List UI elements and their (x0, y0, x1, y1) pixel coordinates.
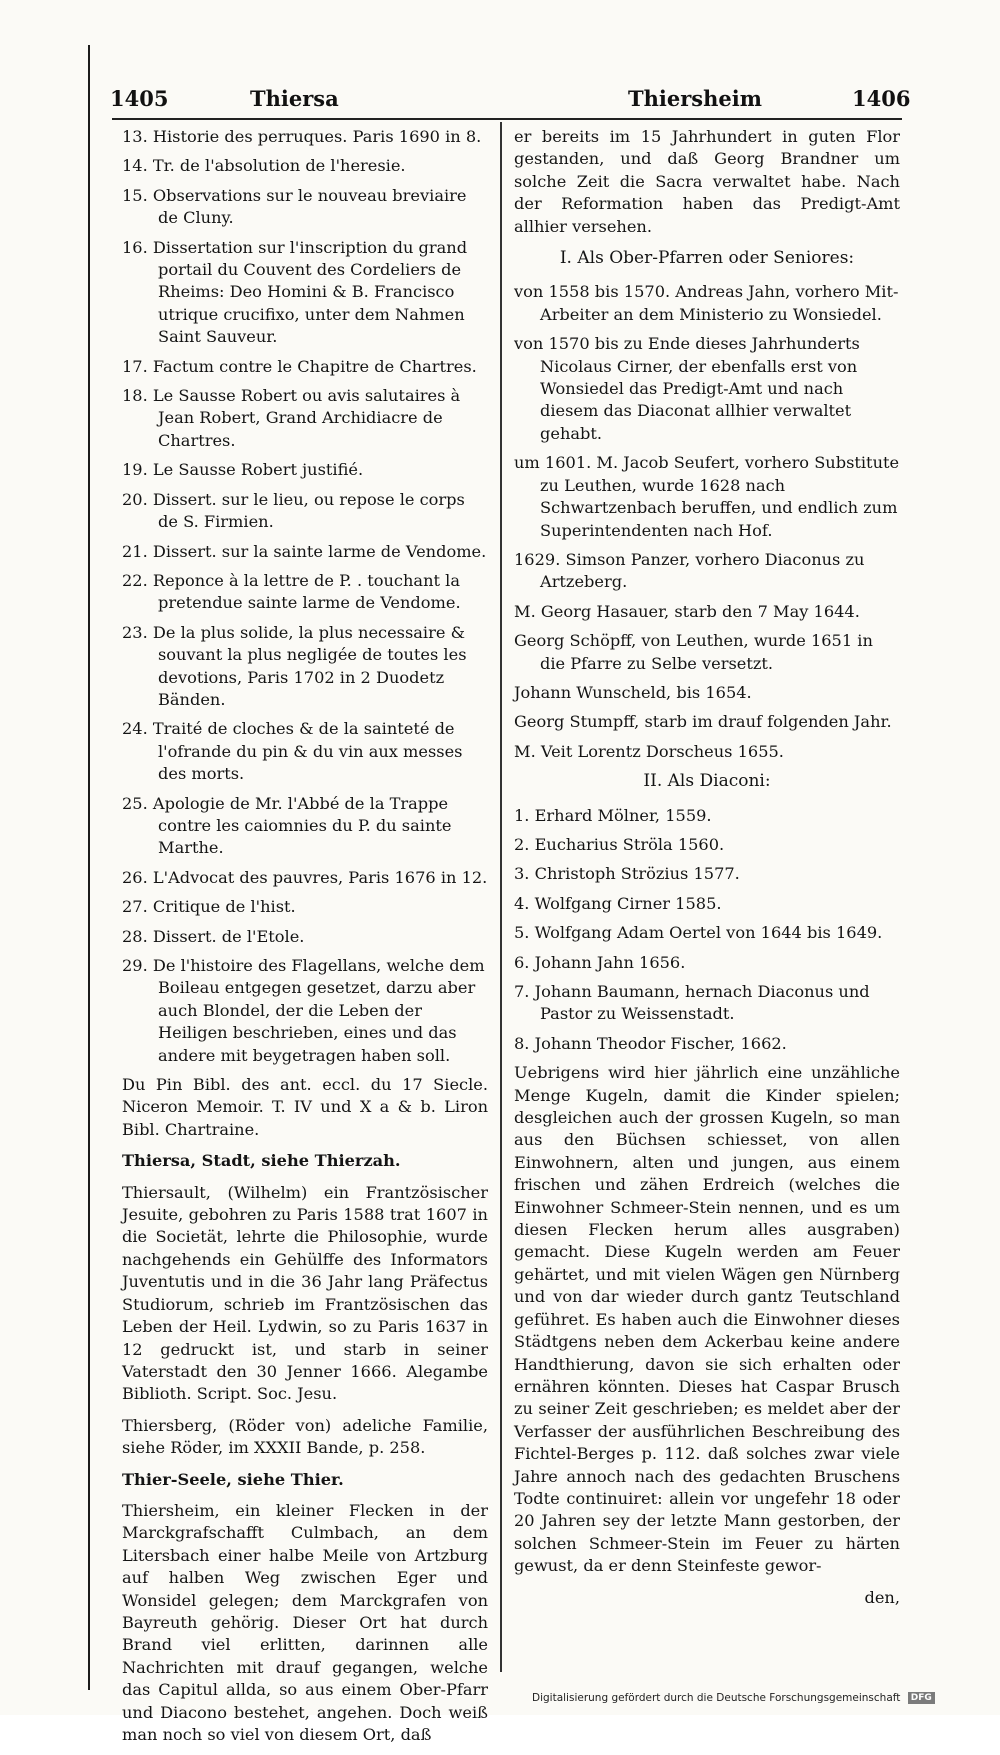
header-rule (112, 118, 902, 120)
numbered-item: 13. Historie des perruques. Paris 1690 in 8. (122, 127, 482, 146)
dfg-logo: DFG (908, 1692, 935, 1704)
numbered-item: 14. Tr. de l'absolution de l'heresie. (122, 156, 406, 176)
numbered-item: 26. L'Advocat des pauvres, Paris 1676 in 12. (122, 867, 488, 887)
right-intro-paragraph: er bereits im 15 Jahrhundert in guten Flor gestanden, und daß Georg Brandner um solche Zeit die Sacra verwaltet habe. Nach der Reformation haben das Predigt-Amt allhier versehen. (514, 127, 900, 236)
senior-entry: um 1601. M. Jacob Seufert, vorhero Substitute zu Leuthen, wurde 1628 nach Schwartzenbach beruffen, und endlich zum Superintendenten nach Hof. (514, 453, 900, 540)
numbered-item: 21. Dissert. sur la sainte larme de Vendome. (122, 541, 487, 561)
entry-thiersberg: Thiersberg, (Röder von) adeliche Familie, siehe Röder, im XXXII Bande, p. 258. (122, 1415, 488, 1458)
senior-entry: Georg Schöpff, von Leuthen, wurde 1651 in die Pfarre zu Selbe versetzt. (514, 631, 873, 673)
senior-entry: M. Georg Hasauer, starb den 7 May 1644. (514, 601, 860, 621)
diaconus-entry: 6. Johann Jahn 1656. (514, 952, 686, 972)
numbered-item: 19. Le Sausse Robert justifié. (122, 460, 364, 480)
numbered-item: 20. Dissert. sur le lieu, ou repose le corps de S. Firmien. (122, 489, 465, 532)
right-page-number: 1406 (852, 86, 911, 111)
entry-thiersheim: Thiersheim, ein kleiner Flecken in der Marckgrafschafft Culmbach, an dem Litersbach einer halbe Meile von Artzburg auf halben Weg zwischen Eger und Wonsidel gelegen; dem Marckgrafen von Bayreuth gehörig. Dieser Ort hat durch Brand viel erlitten, darinnen alle Nachrichten mit drauf gegangen, welche das Capitul allda, so aus einem Ober-Pfarr und Diacono bestehet, angehen. Doch weiß man noch so viel von diesem Ort, daß (122, 1500, 488, 1744)
diaconus-entry: 8. Johann Theodor Fischer, 1662. (514, 1033, 787, 1053)
diaconus-entry: 5. Wolfgang Adam Oertel von 1644 bis 1649. (514, 923, 883, 943)
senior-entry: von 1558 bis 1570. Andreas Jahn, vorhero Mit-Arbeiter an dem Ministerio zu Wonsiedel. (514, 282, 899, 324)
left-column (122, 126, 488, 1755)
numbered-item: 28. Dissert. de l'Etole. (122, 926, 305, 946)
diaconus-entry: 7. Johann Baumann, hernach Diaconus und Pastor zu Weissenstadt. (514, 982, 870, 1024)
senior-entry: M. Veit Lorentz Dorscheus 1655. (514, 741, 784, 761)
entry-thiersault: Thiersault, (Wilhelm) ein Frantzösischer Jesuite, gebohren zu Paris 1588 trat 1607 in die Societät, lehrte die Philosophie, wurde nachgehends ein Gehülffe des Informators Juventutis und in die 36 Jahr lang Präfectus Studiorum, schrieb im Frantzösischen das Leben der Heil. Lydwin, so zu Paris 1637 in 12 gedruckt ist, und starb in seiner Vaterstadt den 30 Jenner 1666. Alegambe Biblioth. Script. Soc. Jesu. (122, 1182, 488, 1404)
diaconus-entry: 1. Erhard Mölner, 1559. (514, 805, 712, 825)
numbered-item: 25. Apologie de Mr. l'Abbé de la Trappe contre les caiomnies du P. du sainte Marthe. (122, 793, 452, 858)
source-note: Du Pin Bibl. des ant. eccl. du 17 Siecle. Niceron Memoir. T. IV und X a & b. Liron Bibl. Chartraine. (122, 1075, 488, 1139)
numbered-item: 22. Reponce à la lettre de P. . touchant la pretendue sainte larme de Vendome. (122, 570, 461, 613)
entry-thier-seele: Thier-Seele, siehe Thier. (122, 1469, 344, 1489)
diaconus-entry: 4. Wolfgang Cirner 1585. (514, 893, 722, 913)
section-seniores-title: I. Als Ober-Pfarren oder Seniores: (559, 248, 855, 269)
numbered-item: 16. Dissertation sur l'inscription du grand portail du Couvent des Cordeliers de Rheims: Deo Homini & B. Francisco utrique crucifixo, unter dem Nahmen Saint Sauveur. (122, 237, 468, 347)
digitization-footer (532, 1692, 935, 1704)
digitization-note: Digitalisierung gefördert durch die Deutsche Forschungsgemeinschaft (532, 1692, 901, 1704)
numbered-item: 18. Le Sausse Robert ou avis salutaires à Jean Robert, Grand Archidiacre de Chartres. (122, 386, 461, 450)
numbered-item: 15. Observations sur le nouveau breviaire de Cluny. (122, 185, 467, 228)
numbered-item: 17. Factum contre le Chapitre de Chartres. (122, 356, 477, 376)
numbered-item: 29. De l'histoire des Flagellans, welche dem Boileau entgegen gesetzet, darzu aber auch Blondel, der die Leben der Heiligen beschrieben, eines und das andere mit beygetragen haben soll. (122, 956, 485, 1065)
right-running-title: Thiersheim (628, 86, 762, 111)
entry-thiersa: Thiersa, Stadt, siehe Thierzah. (122, 1151, 401, 1171)
numbered-item: 23. De la plus solide, la plus necessaire & souvant la plus negligée de toutes les devotions, Paris 1702 in 2 Duodetz Bänden. (122, 622, 467, 709)
section-diaconi-title: II. Als Diaconi: (643, 771, 771, 792)
numbered-item: 24. Traité de cloches & de la sainteté de l'ofrande du pin & du vin aux messes des morts. (122, 719, 463, 784)
left-page-number: 1405 (110, 86, 169, 111)
seniores-list (514, 281, 900, 763)
catchword: den, (864, 1587, 900, 1607)
diaconus-entry: 2. Eucharius Ströla 1560. (514, 834, 725, 854)
diaconus-entry: 3. Christoph Strözius 1577. (514, 864, 740, 884)
numbered-item-list (122, 126, 488, 1067)
senior-entry: Georg Stumpff, starb im drauf folgenden Jahr. (514, 712, 892, 732)
left-running-title: Thiersa (250, 86, 339, 111)
senior-entry: von 1570 bis zu Ende dieses Jahrhunderts Nicolaus Cirner, der ebenfalls erst von Wonsiedel das Predigt-Amt und nach diesem das Diaconat allhier verwaltet gehabt. (514, 334, 860, 443)
closing-paragraph: Uebrigens wird hier jährlich eine unzähliche Menge Kugeln, damit die Kinder spielen; desgleichen auch der grossen Kugeln, so man aus den Büchsen schiesset, von allen Einwohnern, alten und jungen, aus einem frischen und zähen Erdreich (welches die Einwohner Schmeer-Stein nennen, und es um diesen Flecken herum alles ausgraben) gemacht. Diese Kugeln werden am Feuer gehärtet, und mit vielen Wägen gen Nürnberg und von dar wieder durch gantz Teutschland geführet. Es haben auch die Einwohner dieses Städtgens neben dem Ackerbau keine andere Handthierung, davon sie sich erhalten oder ernähren könnten. Dieses hat Caspar Brusch zu seiner Zeit geschrieben; es meldet aber der Verfasser der ausführlichen Beschreibung des Fichtel-Berges p. 112. daß solches zwar viele Jahre annoch nach des gedachten Bruschens Todte continuiret: allein vor ungefehr 18 oder 20 Jahren sey der letzte Mann gestorben, der solchen Schmeer-Stein im Feuer zu härten gewust, da er denn Steinfeste gewor- (514, 1063, 900, 1576)
left-margin-rule (88, 45, 90, 1690)
column-divider (500, 122, 502, 1672)
numbered-item: 27. Critique de l'hist. (122, 897, 296, 917)
right-column (514, 126, 900, 1609)
senior-entry: 1629. Simson Panzer, vorhero Diaconus zu Artzeberg. (514, 549, 865, 592)
senior-entry: Johann Wunscheld, bis 1654. (514, 682, 752, 702)
diaconi-list (514, 805, 900, 1056)
